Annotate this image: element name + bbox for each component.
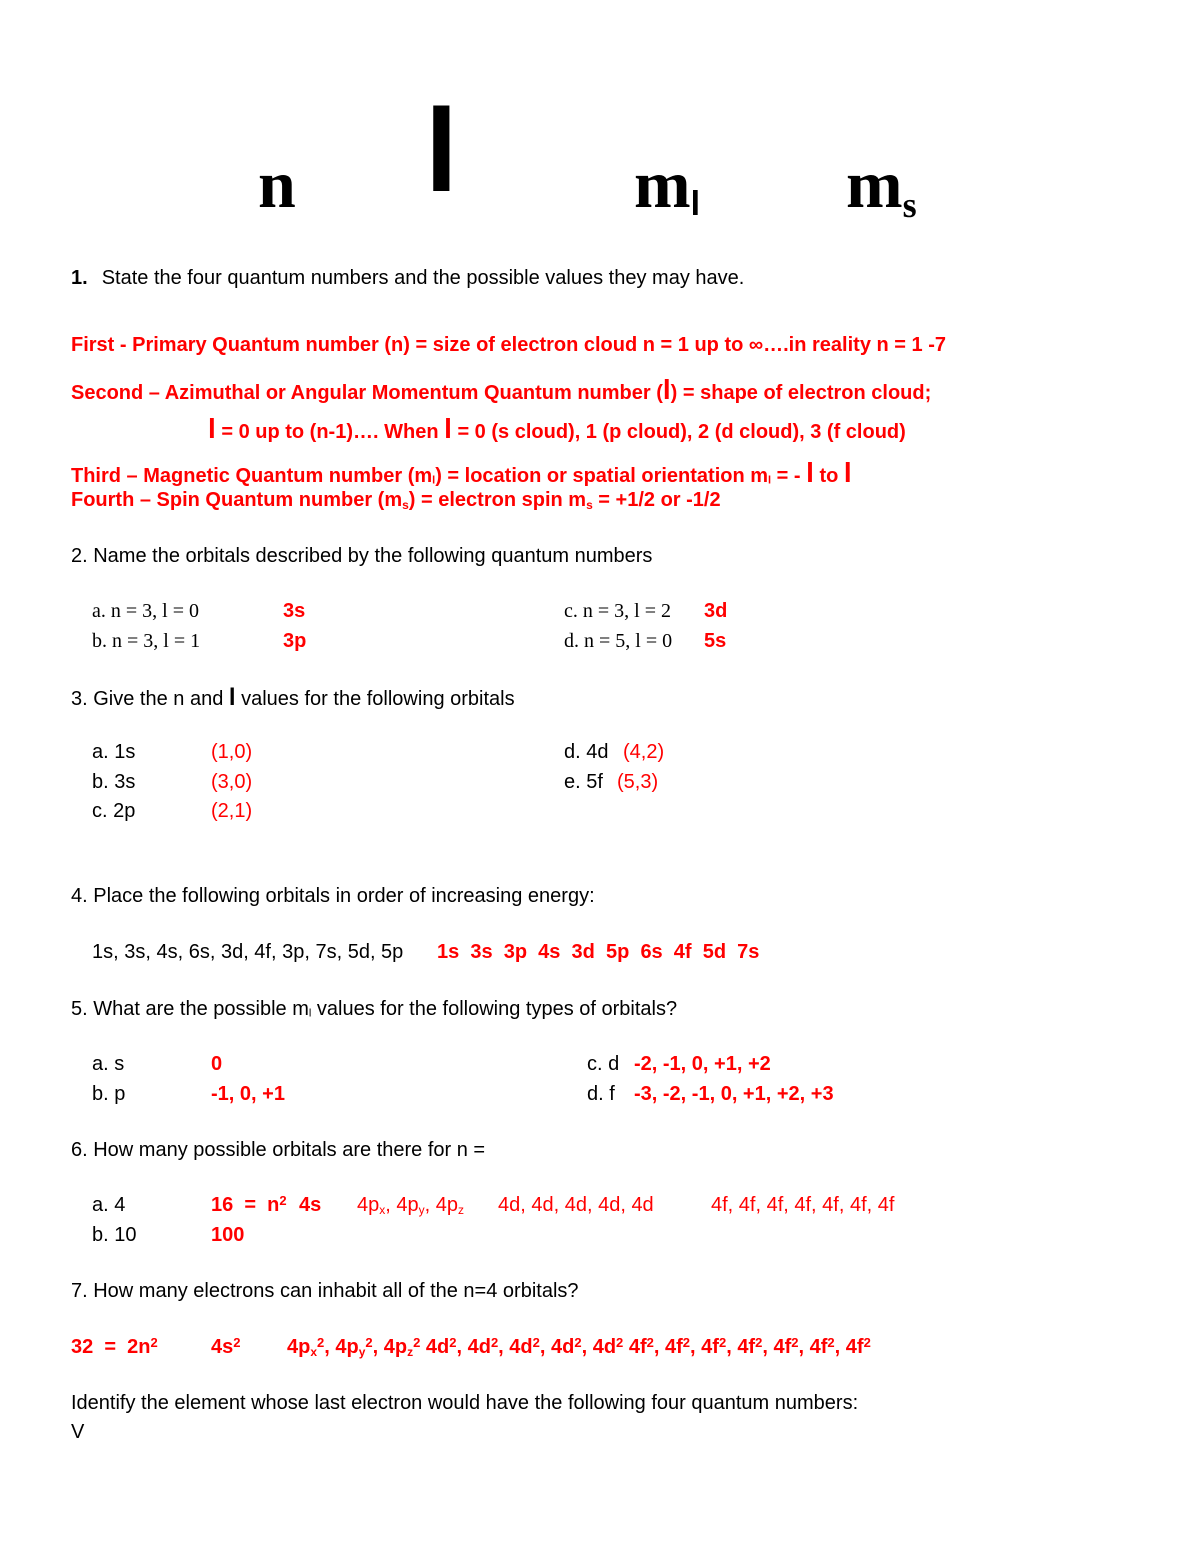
q5-question: 5. What are the possible ml values for the following types of orbitals? bbox=[71, 998, 678, 1020]
q6-answer-a-4d: 4d, 4d, 4d, 4d, 4d bbox=[498, 1194, 654, 1216]
q4-orbital-list: 1s, 3s, 4s, 6s, 3d, 4f, 3p, 7s, 5d, 5p bbox=[92, 941, 404, 963]
q1-fourth-answer: Fourth – Spin Quantum number (ms) = electron spin ms = +1/2 or -1/2 bbox=[71, 489, 721, 512]
q2-item-c: c. n = 3, l = 2 bbox=[564, 600, 671, 622]
q5-item-b: b. p bbox=[92, 1083, 126, 1105]
q1-third-answer: Third – Magnetic Quantum number (ml) = location or spatial orientation ml = - l to l bbox=[71, 457, 852, 488]
q3-answer-c: (2,1) bbox=[211, 800, 253, 822]
q2-answer-d: 5s bbox=[704, 630, 727, 652]
q2-item-b: b. n = 3, l = 1 bbox=[92, 630, 201, 652]
identify-element-prompt: Identify the element whose last electron would have the following four quantum numbers: bbox=[71, 1392, 859, 1414]
q6-answer-a-4s: 4s bbox=[299, 1194, 322, 1216]
q5-answer-c: -2, -1, 0, +1, +2 bbox=[634, 1053, 771, 1075]
q4-answer: 1s 3s 3p 4s 3d 5p 6s 4f 5d 7s bbox=[437, 941, 760, 963]
q3-question: 3. Give the n and l values for the following orbitals bbox=[71, 684, 515, 711]
q2-answer-c: 3d bbox=[704, 600, 728, 622]
q6-answer-a-4p: 4px, 4py, 4pz bbox=[357, 1194, 464, 1217]
q3-item-d: d. 4d bbox=[564, 741, 609, 763]
q5-answer-a: 0 bbox=[211, 1053, 223, 1075]
element-answer: V bbox=[71, 1421, 85, 1443]
q1-question: 1. State the four quantum numbers and the possible values they may have. bbox=[71, 267, 745, 289]
q7-answer-4s: $4s^2$ bbox=[211, 1335, 241, 1358]
q7-answer-orbitals: $4px^2$, $4py^2$, $4pz^2$ $4d^2$, $4d^2$, $4d^2$, $4d^2$, $4d^2$ $4f^2$, $4f^2$, $4f^2$, $4f^2$, $4f^2$, $4f^2$, $4f^2$ bbox=[287, 1335, 871, 1359]
q3-item-b: b. 3s bbox=[92, 771, 136, 793]
q1-l-range: l = 0 up to (n-1)…. When l = 0 (s cloud), 1 (p cloud), 2 (d cloud), 3 (f cloud) bbox=[208, 413, 906, 444]
header-n: n bbox=[258, 146, 296, 222]
q5-answer-d: -3, -2, -1, 0, +1, +2, +3 bbox=[634, 1083, 834, 1105]
q3-answer-e: (5,3) bbox=[617, 771, 659, 793]
q1-first-answer: First - Primary Quantum number (n) = size of electron cloud n = 1 up to ∞….in reality n = 1 -7 bbox=[71, 334, 946, 356]
q3-item-c: c. 2p bbox=[92, 800, 136, 822]
q6-item-b: b. 10 bbox=[92, 1224, 137, 1246]
q3-answer-b: (3,0) bbox=[211, 771, 253, 793]
q7-answer-total: $32 = 2n^2$ bbox=[71, 1335, 158, 1358]
q2-item-a: a. n = 3, l = 0 bbox=[92, 600, 199, 622]
q7-question: 7. How many electrons can inhabit all of the n=4 orbitals? bbox=[71, 1280, 579, 1302]
q5-item-d: d. f bbox=[587, 1083, 615, 1105]
header-ms: ms bbox=[846, 146, 917, 225]
q1-second-answer: Second – Azimuthal or Angular Momentum Quantum number (l) = shape of electron cloud; bbox=[71, 374, 932, 405]
header-ml: ml bbox=[634, 146, 701, 223]
q6-answer-a: $16 = n^2$ bbox=[211, 1193, 287, 1216]
q4-question: 4. Place the following orbitals in order of increasing energy: bbox=[71, 885, 595, 907]
q6-answer-a-4f: 4f, 4f, 4f, 4f, 4f, 4f, 4f bbox=[711, 1194, 895, 1216]
q5-item-c: c. d bbox=[587, 1053, 620, 1075]
q3-answer-d: (4,2) bbox=[623, 741, 665, 763]
q5-item-a: a. s bbox=[92, 1053, 125, 1075]
header-l: l bbox=[425, 85, 458, 217]
q6-question: 6. How many possible orbitals are there for n = bbox=[71, 1139, 486, 1161]
q2-item-d: d. n = 5, l = 0 bbox=[564, 630, 673, 652]
q6-answer-b: 100 bbox=[211, 1224, 245, 1246]
q3-answer-a: (1,0) bbox=[211, 741, 253, 763]
q3-item-e: e. 5f bbox=[564, 771, 603, 793]
q2-question: 2. Name the orbitals described by the following quantum numbers bbox=[71, 545, 653, 567]
q3-item-a: a. 1s bbox=[92, 741, 136, 763]
q2-answer-b: 3p bbox=[283, 630, 307, 652]
q2-answer-a: 3s bbox=[283, 600, 306, 622]
q5-answer-b: -1, 0, +1 bbox=[211, 1083, 285, 1105]
q6-item-a: a. 4 bbox=[92, 1194, 126, 1216]
